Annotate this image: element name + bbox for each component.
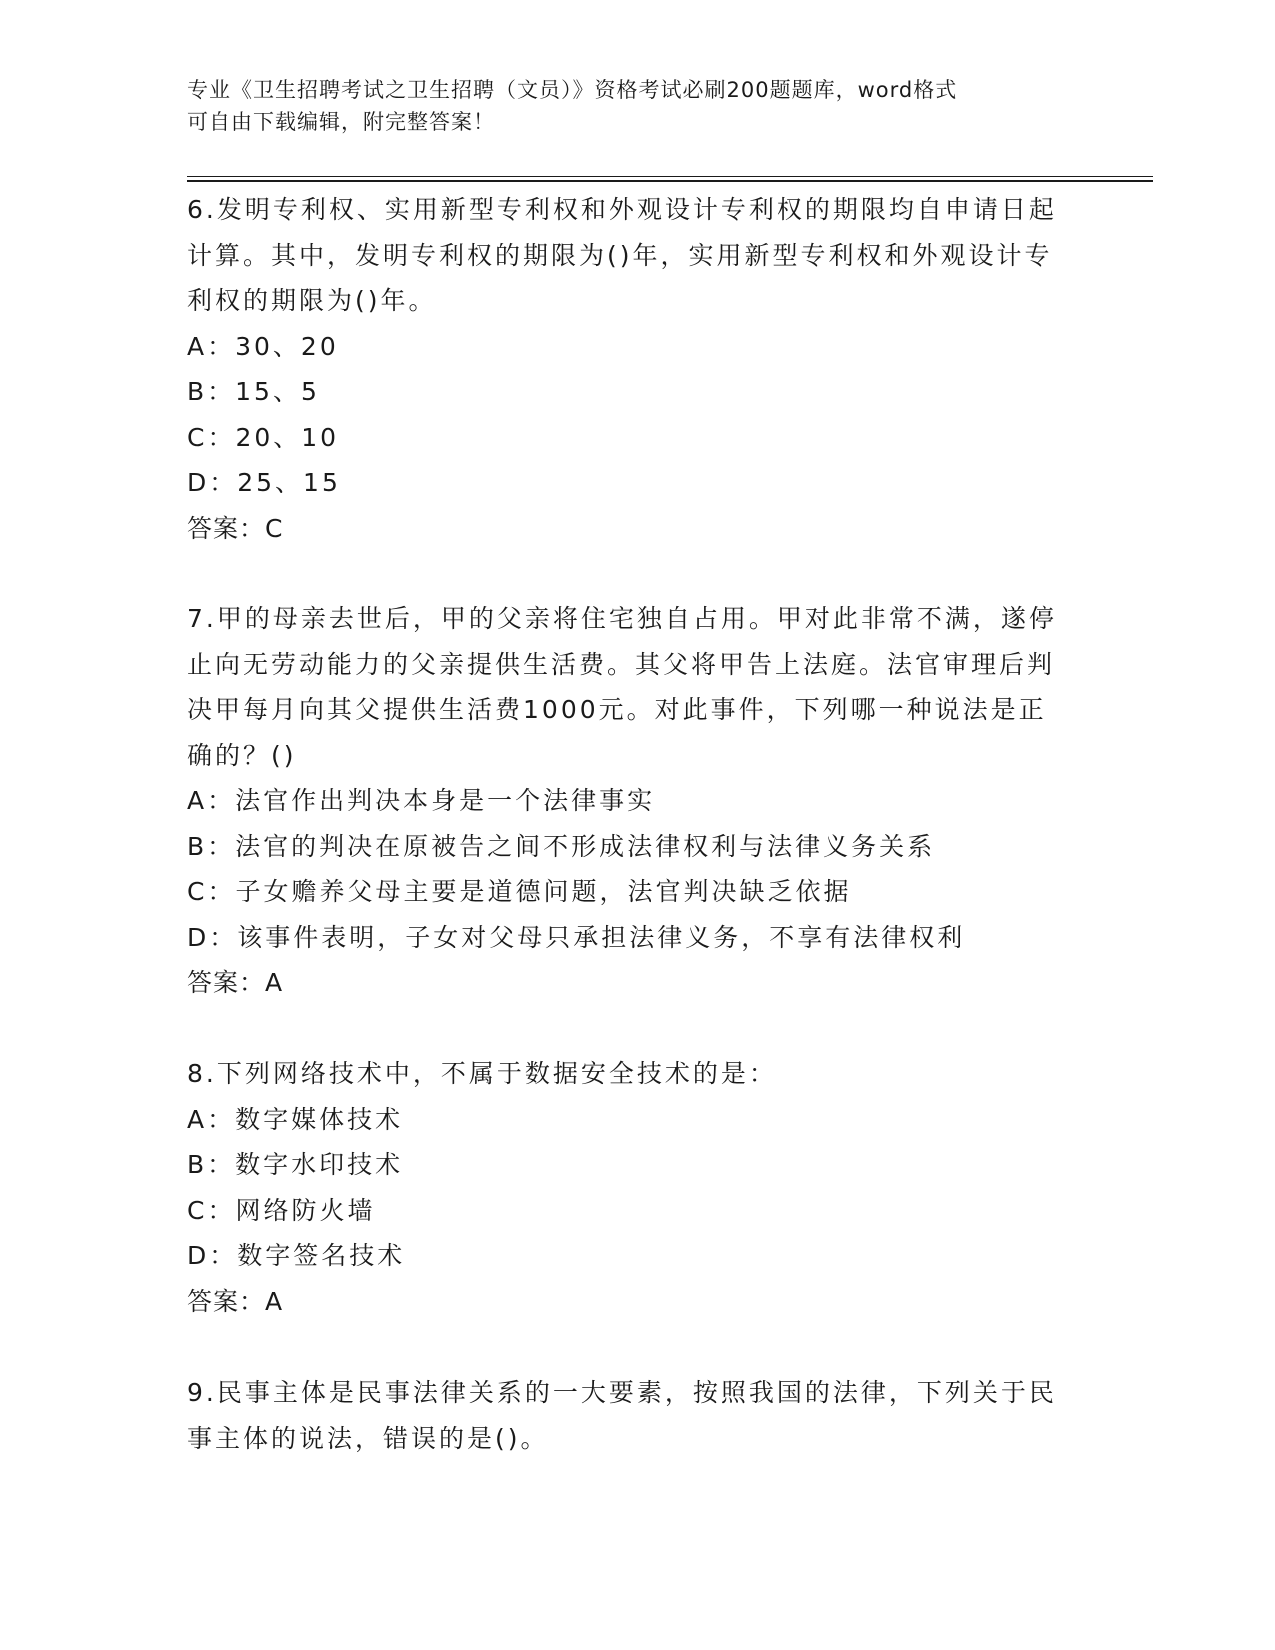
- question-stem: 6.发明专利权、实用新型专利权和外观设计专利权的期限均自申请日起计算。其中，发明专利权的期限为()年，实用新型专利权和外观设计专利权的期限为()年。: [187, 195, 1057, 315]
- question-7: [187, 596, 1067, 1006]
- question-8: [187, 1051, 1067, 1324]
- question-stem: 7.甲的母亲去世后，甲的父亲将住宅独自占用。甲对此非常不满，遂停止向无劳动能力的父亲提供生活费。其父将甲告上法庭。法官审理后判决甲每月向其父提供生活费1000元。对此事件，下列哪一种说法是正确的？(): [187, 604, 1057, 770]
- option-a: A：法官作出判决本身是一个法律事实: [187, 786, 656, 815]
- option-d: D：该事件表明，子女对父母只承担法律义务，不享有法律权利: [187, 922, 966, 952]
- option-d: D：数字签名技术: [187, 1241, 406, 1270]
- option-a: A：30、20: [187, 331, 339, 361]
- document-header: [187, 74, 1067, 138]
- answer-line: 答案：A: [187, 968, 284, 997]
- option-b: B：数字水印技术: [187, 1150, 404, 1179]
- answer-line: 答案：C: [187, 513, 284, 543]
- header-line-1: 专业《卫生招聘考试之卫生招聘（文员）》资格考试必刷200题题库，word格式: [187, 78, 958, 102]
- option-b: B：15、5: [187, 377, 320, 406]
- header-line-2: 可自由下载编辑，附完整答案！: [187, 110, 495, 134]
- question-6: [187, 187, 1067, 551]
- option-c: C：20、10: [187, 422, 340, 452]
- option-a: A：数字媒体技术: [187, 1104, 404, 1134]
- header-divider-thin: [187, 176, 1153, 177]
- question-stem: 9.民事主体是民事法律关系的一大要素，按照我国的法律，下列关于民事主体的说法，错误的是()。: [187, 1378, 1057, 1453]
- question-stem: 8.下列网络技术中，不属于数据安全技术的是：: [187, 1059, 777, 1088]
- header-divider-thick: [187, 180, 1153, 182]
- question-9: [187, 1370, 1067, 1461]
- option-c: C：子女赡养父母主要是道德问题，法官判决缺乏依据: [187, 877, 852, 906]
- option-b: B：法官的判决在原被告之间不形成法律权利与法律义务关系: [187, 831, 936, 861]
- option-c: C：网络防火墙: [187, 1195, 376, 1225]
- option-d: D：25、15: [187, 468, 341, 497]
- answer-line: 答案：A: [187, 1286, 284, 1316]
